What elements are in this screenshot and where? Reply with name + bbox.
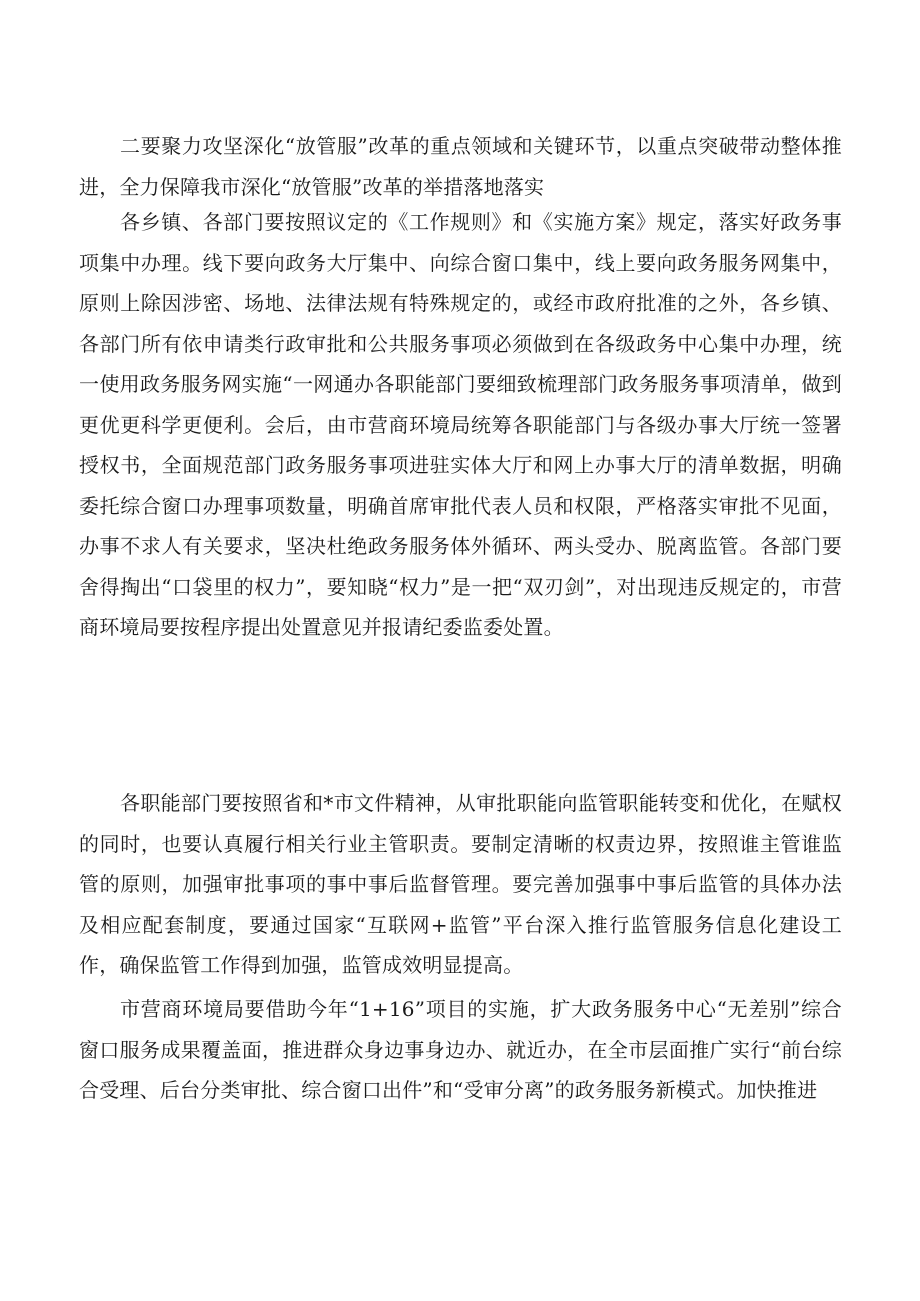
paragraph-1: 二要聚力攻坚深化“放管服”改革的重点领域和关键环节，以重点突破带动整体推进，全力保障我市深化“放管服”改革的举措落地落实	[79, 134, 842, 199]
paragraph-4: 市营商环境局要借助今年“1+16”项目的实施，扩大政务服务中心“无差别”综合窗口服务成果覆盖面，推进群众身边事身边办、就近办，在全市层面推广实行“前台综合受理、后台分类审批、综合窗口出件”和“受审分离”的政务服务新模式。加快推进	[79, 997, 842, 1102]
paragraph-3: 各职能部门要按照省和*市文件精神，从审批职能向监管职能转变和优化，在赋权的同时，也要认真履行相关行业主管职责。要制定清晰的权责边界，按照谁主管谁监管的原则，加强审批事项的事中事后监督管理。要完善加强事中事后监管的具体办法及相应配套制度，要通过国家“互联网+监管”平台深入推行监管服务信息化建设工作，确保监管工作得到加强，监管成效明显提高。	[79, 791, 842, 977]
document-page	[79, 0, 842, 1301]
paragraph-2: 各乡镇、各部门要按照议定的《工作规则》和《实施方案》规定，落实好政务事项集中办理。线下要向政务大厅集中、向综合窗口集中，线上要向政务服务网集中，原则上除因涉密、场地、法律法规有特殊规定的，或经市政府批准的之外，各乡镇、各部门所有依申请类行政审批和公共服务事项必须做到在各级政务中心集中办理，统一使用政务服务网实施“一网通办各职能部门要细致梳理部门政务服务事项清单，做到更优更科学更便利。会后，由市营商环境局统筹各职能部门与各级办事大厅统一签署授权书，全面规范部门政务服务事项进驻实体大厅和网上办事大厅的清单数据，明确委托综合窗口办理事项数量，明确首席审批代表人员和权限，严格落实审批不见面，办事不求人有关要求，坚决杜绝政务服务体外循环、两头受办、脱离监管。各部门要舍得掏出“口袋里的权力”，要知晓“权力”是一把“双刃剑”，对出现违反规定的，市营商环境局要按程序提出处置意见并报请纪委监委处置。	[79, 210, 842, 639]
